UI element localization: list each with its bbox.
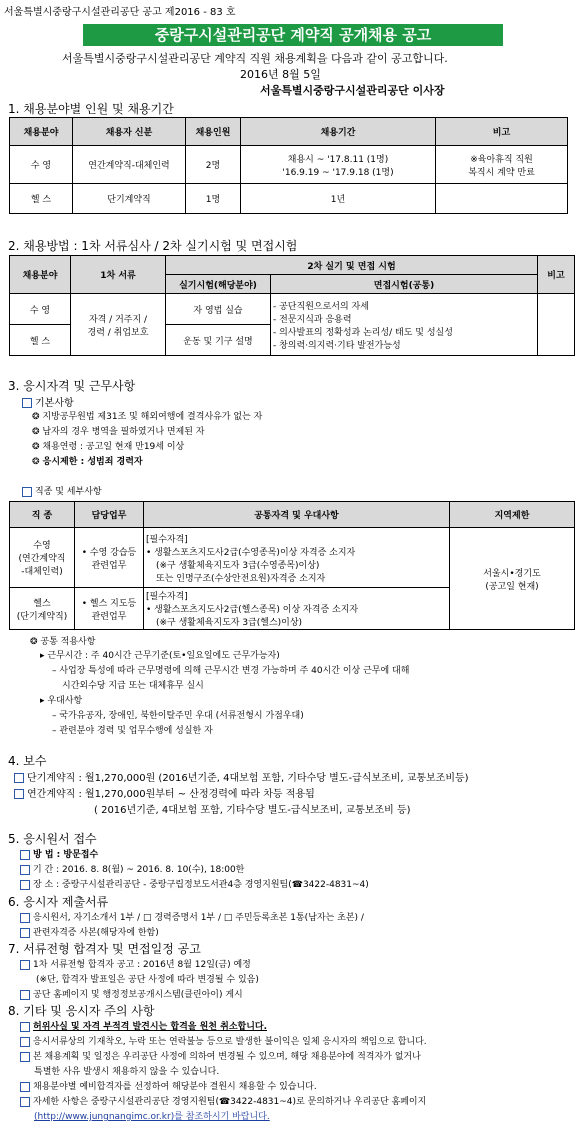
docs-text: 관련자격증 사본(해당자에 한함)	[33, 928, 159, 938]
qual-line: (※구 생활체육지도자 3급(수영종목)이상)	[156, 560, 320, 571]
docs-text: 응시원서, 자기소개서 1부 / □ 경력증명서 1부 / □ 주민등록초본 1통(남자는 초본) /	[33, 913, 364, 923]
duty-label	[22, 484, 102, 497]
cell-duty	[75, 528, 144, 588]
duty-label-text: 직종 및 세부사항	[35, 487, 102, 497]
caution-line	[20, 1049, 421, 1062]
duty-line: • 수영 강습등	[81, 547, 137, 558]
checkbox-icon	[20, 1052, 30, 1062]
checkbox-icon	[22, 487, 32, 497]
cell-job	[10, 528, 75, 588]
checkbox-icon	[20, 880, 30, 890]
issuer: 서울특별시중랑구시설관리공단 이사장	[260, 84, 445, 97]
table-row	[10, 294, 575, 325]
checkbox-icon	[20, 865, 30, 875]
common-item: ▸ 우대사항	[40, 696, 83, 706]
section-2-title: 2. 채용방법 : 1차 서류심사 / 2차 실기시험 및 면접시험	[8, 239, 298, 253]
cell-count: 1명	[186, 184, 241, 214]
schedule-text: 1차 서류전형 합격자 공고 : 2016년 8월 12일(금) 예정	[33, 960, 251, 970]
cell-docs	[71, 294, 166, 356]
cell-period	[241, 146, 436, 184]
method-table	[9, 255, 575, 356]
caution-text: 응시서류상의 기재착오, 누락 또는 연락불능 등으로 발생한 불이익은 일체 응시자의 책임으로 합니다.	[33, 1037, 427, 1047]
interview-line: - 의사발표의 정확성과 논리성/ 태도 및 성실성	[273, 327, 453, 338]
cell-job	[10, 588, 75, 630]
schedule-text: 공단 홈페이지 및 행정정보공개시스템(클린아이) 게시	[33, 990, 243, 1000]
checkbox-icon	[20, 928, 30, 938]
pay-line	[14, 785, 315, 800]
region-line: (공고일 현재)	[485, 581, 539, 592]
qual-line: 또는 인명구조(수상안전요원)자격증 소지자	[156, 573, 326, 584]
qual-line: • 생활스포츠지도사2급(헬스종목) 이상 자격증 소지자	[146, 605, 359, 615]
col-duty: 담당업무	[75, 502, 144, 528]
docs-line	[20, 925, 159, 938]
job-line: (연간계약직	[18, 554, 66, 564]
period-line: '16.9.19 ~ '17.9.18 (1명)	[282, 167, 394, 178]
banner-title: 중랑구시설관리공단 계약직 공개채용 공고	[83, 24, 503, 46]
section-6-title: 6. 응시자 제출서류	[8, 895, 109, 909]
qual-line: [필수자격]	[146, 592, 188, 602]
caution-line	[20, 1034, 427, 1047]
apply-text: 기 간 : 2016. 8. 8(월) ~ 2016. 8. 10(수), 18:00한	[33, 865, 245, 875]
qual-line: [필수자격]	[146, 534, 188, 545]
qual-line: • 생활스포츠지도사2급(수영종목)이상 자격증 소지자	[146, 547, 356, 558]
section-5-title: 5. 응시원서 접수	[8, 832, 97, 846]
common-item: – 사업장 특성에 따라 근무명령에 의해 근무시간 변경 가능하며 주 40시간 이상 근무에 대해	[52, 666, 410, 676]
caution-line	[20, 1079, 317, 1092]
region-line: 서울시•경기도	[483, 568, 541, 579]
caution-text: 특별한 사유 발생시 채용하지 않을 수 있습니다.	[34, 1067, 220, 1077]
table-row	[10, 184, 568, 214]
table-row	[10, 146, 568, 184]
checkbox-icon	[20, 960, 30, 970]
checkbox-icon	[14, 789, 24, 799]
cell-practical: 자 영법 실습	[166, 294, 271, 325]
restriction-item: ❂ 응시제한 : 성범죄 경력자	[32, 457, 143, 467]
cell-status: 단기계약직	[73, 184, 186, 214]
basic-item: ❂ 남자의 경우 병역을 필하였거나 면제된 자	[32, 427, 205, 437]
col-status: 채용자 신분	[73, 118, 186, 146]
pay-note: ( 2016년기준, 4대보험 포함, 기타수당 별도-급식보조비, 교통보조비 등)	[94, 805, 411, 816]
checkbox-icon	[20, 850, 30, 860]
cell-note	[538, 294, 575, 356]
pay-text: 연간계약직 : 월1,270,000원부터 ~ 산정경력에 따라 차등 적용됨	[27, 789, 315, 800]
col-count: 채용인원	[186, 118, 241, 146]
apply-text: 장 소 : 중랑구시설관리공단 - 중랑구립정보도서관4층 경영지원팀(☎3422-4831~4)	[33, 880, 369, 890]
cell-field: 헬 스	[10, 184, 73, 214]
cell-duty	[75, 588, 144, 630]
caution-text: 자세한 사항은 중랑구시설관리공단 경영지원팀(☎3422-4831~4)로 문의하거나 우리공단 홈페이지	[33, 1097, 427, 1107]
docs-line: 자격 / 거주지 /	[88, 314, 148, 325]
cell-interview	[271, 294, 538, 356]
common-label: ❂ 공통 적용사항	[30, 637, 96, 647]
common-item: ▸ 근무시간 : 주 40시간 근무기준(토•일요일에도 근무가능자)	[40, 651, 280, 661]
job-line: 수영	[33, 541, 51, 551]
job-line: (단기계약직)	[16, 611, 68, 622]
col-second: 2차 실기 및 면접 시험	[166, 256, 538, 275]
col-first: 1차 서류	[71, 256, 166, 294]
col-quals: 공통자격 및 우대사항	[144, 502, 450, 528]
section-7-title: 7. 서류전형 합격자 및 면접일정 공고	[8, 942, 201, 956]
intro-text: 서울특별시중랑구시설관리공단 계약직 직원 채용계획을 다음과 같이 공고합니다.	[62, 52, 448, 65]
duty-line: 관련업무	[91, 560, 127, 571]
section-3-title: 3. 응시자격 및 근무사항	[8, 379, 136, 393]
caution-line	[20, 1094, 426, 1107]
common-item: 시간외수당 지급 또는 대체휴무 실시	[62, 681, 204, 691]
checkbox-icon	[20, 1022, 30, 1032]
apply-line	[20, 877, 369, 890]
checkbox-icon	[20, 913, 30, 923]
apply-line	[20, 847, 98, 860]
cell-practical: 운동 및 기구 설명	[166, 325, 271, 356]
interview-line: - 전문지식과 응용력	[273, 314, 352, 325]
col-field: 채용분야	[10, 256, 71, 294]
qual-line: (※구 생활체육지도자 3급(헬스)이상)	[156, 618, 303, 628]
cell-count: 2명	[186, 146, 241, 184]
col-note: 비고	[538, 256, 575, 294]
cell-quals	[144, 588, 450, 630]
notice-date: 2016년 8월 5일	[240, 68, 321, 81]
cell-field: 수 영	[10, 294, 71, 325]
cell-status: 연간계약직-대체인력	[73, 146, 186, 184]
section-4-title: 4. 보수	[8, 754, 47, 768]
schedule-line	[20, 987, 243, 1000]
interview-line: - 창의력·의지력·기타 발전가능성	[273, 340, 401, 351]
job-line: -대체인력)	[21, 567, 63, 577]
schedule-line	[20, 957, 251, 970]
cell-field: 수 영	[10, 146, 73, 184]
cell-note	[436, 146, 568, 184]
col-note: 비고	[436, 118, 568, 146]
duty-line: • 헬스 지도등	[81, 598, 137, 609]
staffing-table	[9, 117, 568, 214]
caution-text: 허위사실 및 자격 부적격 발견시는 합격을 원천 취소합니다.	[33, 1022, 268, 1032]
interview-line: - 공단직원으로서의 자세	[273, 301, 369, 312]
basic-label-text: 기본사항	[35, 398, 74, 409]
docs-line: 경력 / 취업보호	[87, 327, 149, 338]
checkbox-icon	[20, 1082, 30, 1092]
cell-period: 1년	[241, 184, 436, 214]
notice-number: 서울특별시중랑구시설관리공단 공고 제2016 - 83 호	[4, 7, 236, 18]
col-field: 채용분야	[10, 118, 73, 146]
section-1-title: 1. 채용분야별 인원 및 채용기간	[8, 102, 174, 116]
cell-quals	[144, 528, 450, 588]
apply-text: 방 법 : 방문접수	[33, 850, 99, 860]
section-8-title: 8. 기타 및 응시자 주의 사항	[8, 1004, 155, 1018]
duty-table	[9, 501, 575, 630]
job-line: 헬스	[33, 598, 51, 609]
homepage-link[interactable]: (http://www.jungnangimc.or.kr)를 참조하시기 바랍니다.	[34, 1112, 270, 1122]
note-line: 복직시 계약 만료	[468, 167, 535, 178]
docs-line	[20, 910, 364, 923]
caution-text: 채용분야별 예비합격자를 선정하여 해당분야 결원시 채용할 수 있습니다.	[33, 1082, 317, 1092]
pay-text: 단기계약직 : 월1,270,000원 (2016년기준, 4대보험 포함, 기타수당 별도-급식보조비, 교통보조비등)	[27, 773, 469, 784]
pay-line	[14, 769, 469, 784]
col-interview: 면접시험(공통)	[271, 275, 538, 294]
checkbox-icon	[20, 1097, 30, 1107]
cell-note	[436, 184, 568, 214]
col-practical: 실기시험(해당분야)	[166, 275, 271, 294]
duty-line: 관련업무	[91, 611, 127, 622]
cell-region	[450, 528, 575, 630]
checkbox-icon	[20, 1037, 30, 1047]
basic-item: ❂ 채용연령 : 공고일 현재 만19세 이상	[32, 442, 185, 452]
col-job: 직 종	[10, 502, 75, 528]
col-period: 채용기간	[241, 118, 436, 146]
basic-item: ❂ 지방공무원법 제31조 및 해외여행에 결격사유가 없는 자	[32, 412, 263, 422]
caution-text: 본 채용계획 및 일정은 우리공단 사정에 의하여 변경될 수 있으며, 해당 채용분야에 적격자가 없거나	[33, 1052, 421, 1062]
common-item: – 관련분야 경력 및 업무수행에 성실한 자	[52, 726, 213, 736]
note-line: ※육아휴직 직원	[470, 154, 533, 165]
schedule-note: (※단, 합격자 발표일은 공단 사정에 따라 변경될 수 있음)	[36, 975, 259, 985]
common-item: – 국가유공자, 장애인, 북한이탈주민 우대 (서류전형시 가점우대)	[52, 711, 304, 721]
table-row	[10, 528, 575, 588]
caution-line	[20, 1019, 267, 1032]
checkbox-icon	[22, 398, 32, 408]
basic-label	[22, 394, 74, 409]
col-region: 지역제한	[450, 502, 575, 528]
checkbox-icon	[20, 990, 30, 1000]
cell-field: 헬 스	[10, 325, 71, 356]
apply-line	[20, 862, 244, 875]
period-line: 채용시 ~ '17.8.11 (1명)	[287, 154, 389, 165]
checkbox-icon	[14, 773, 24, 783]
